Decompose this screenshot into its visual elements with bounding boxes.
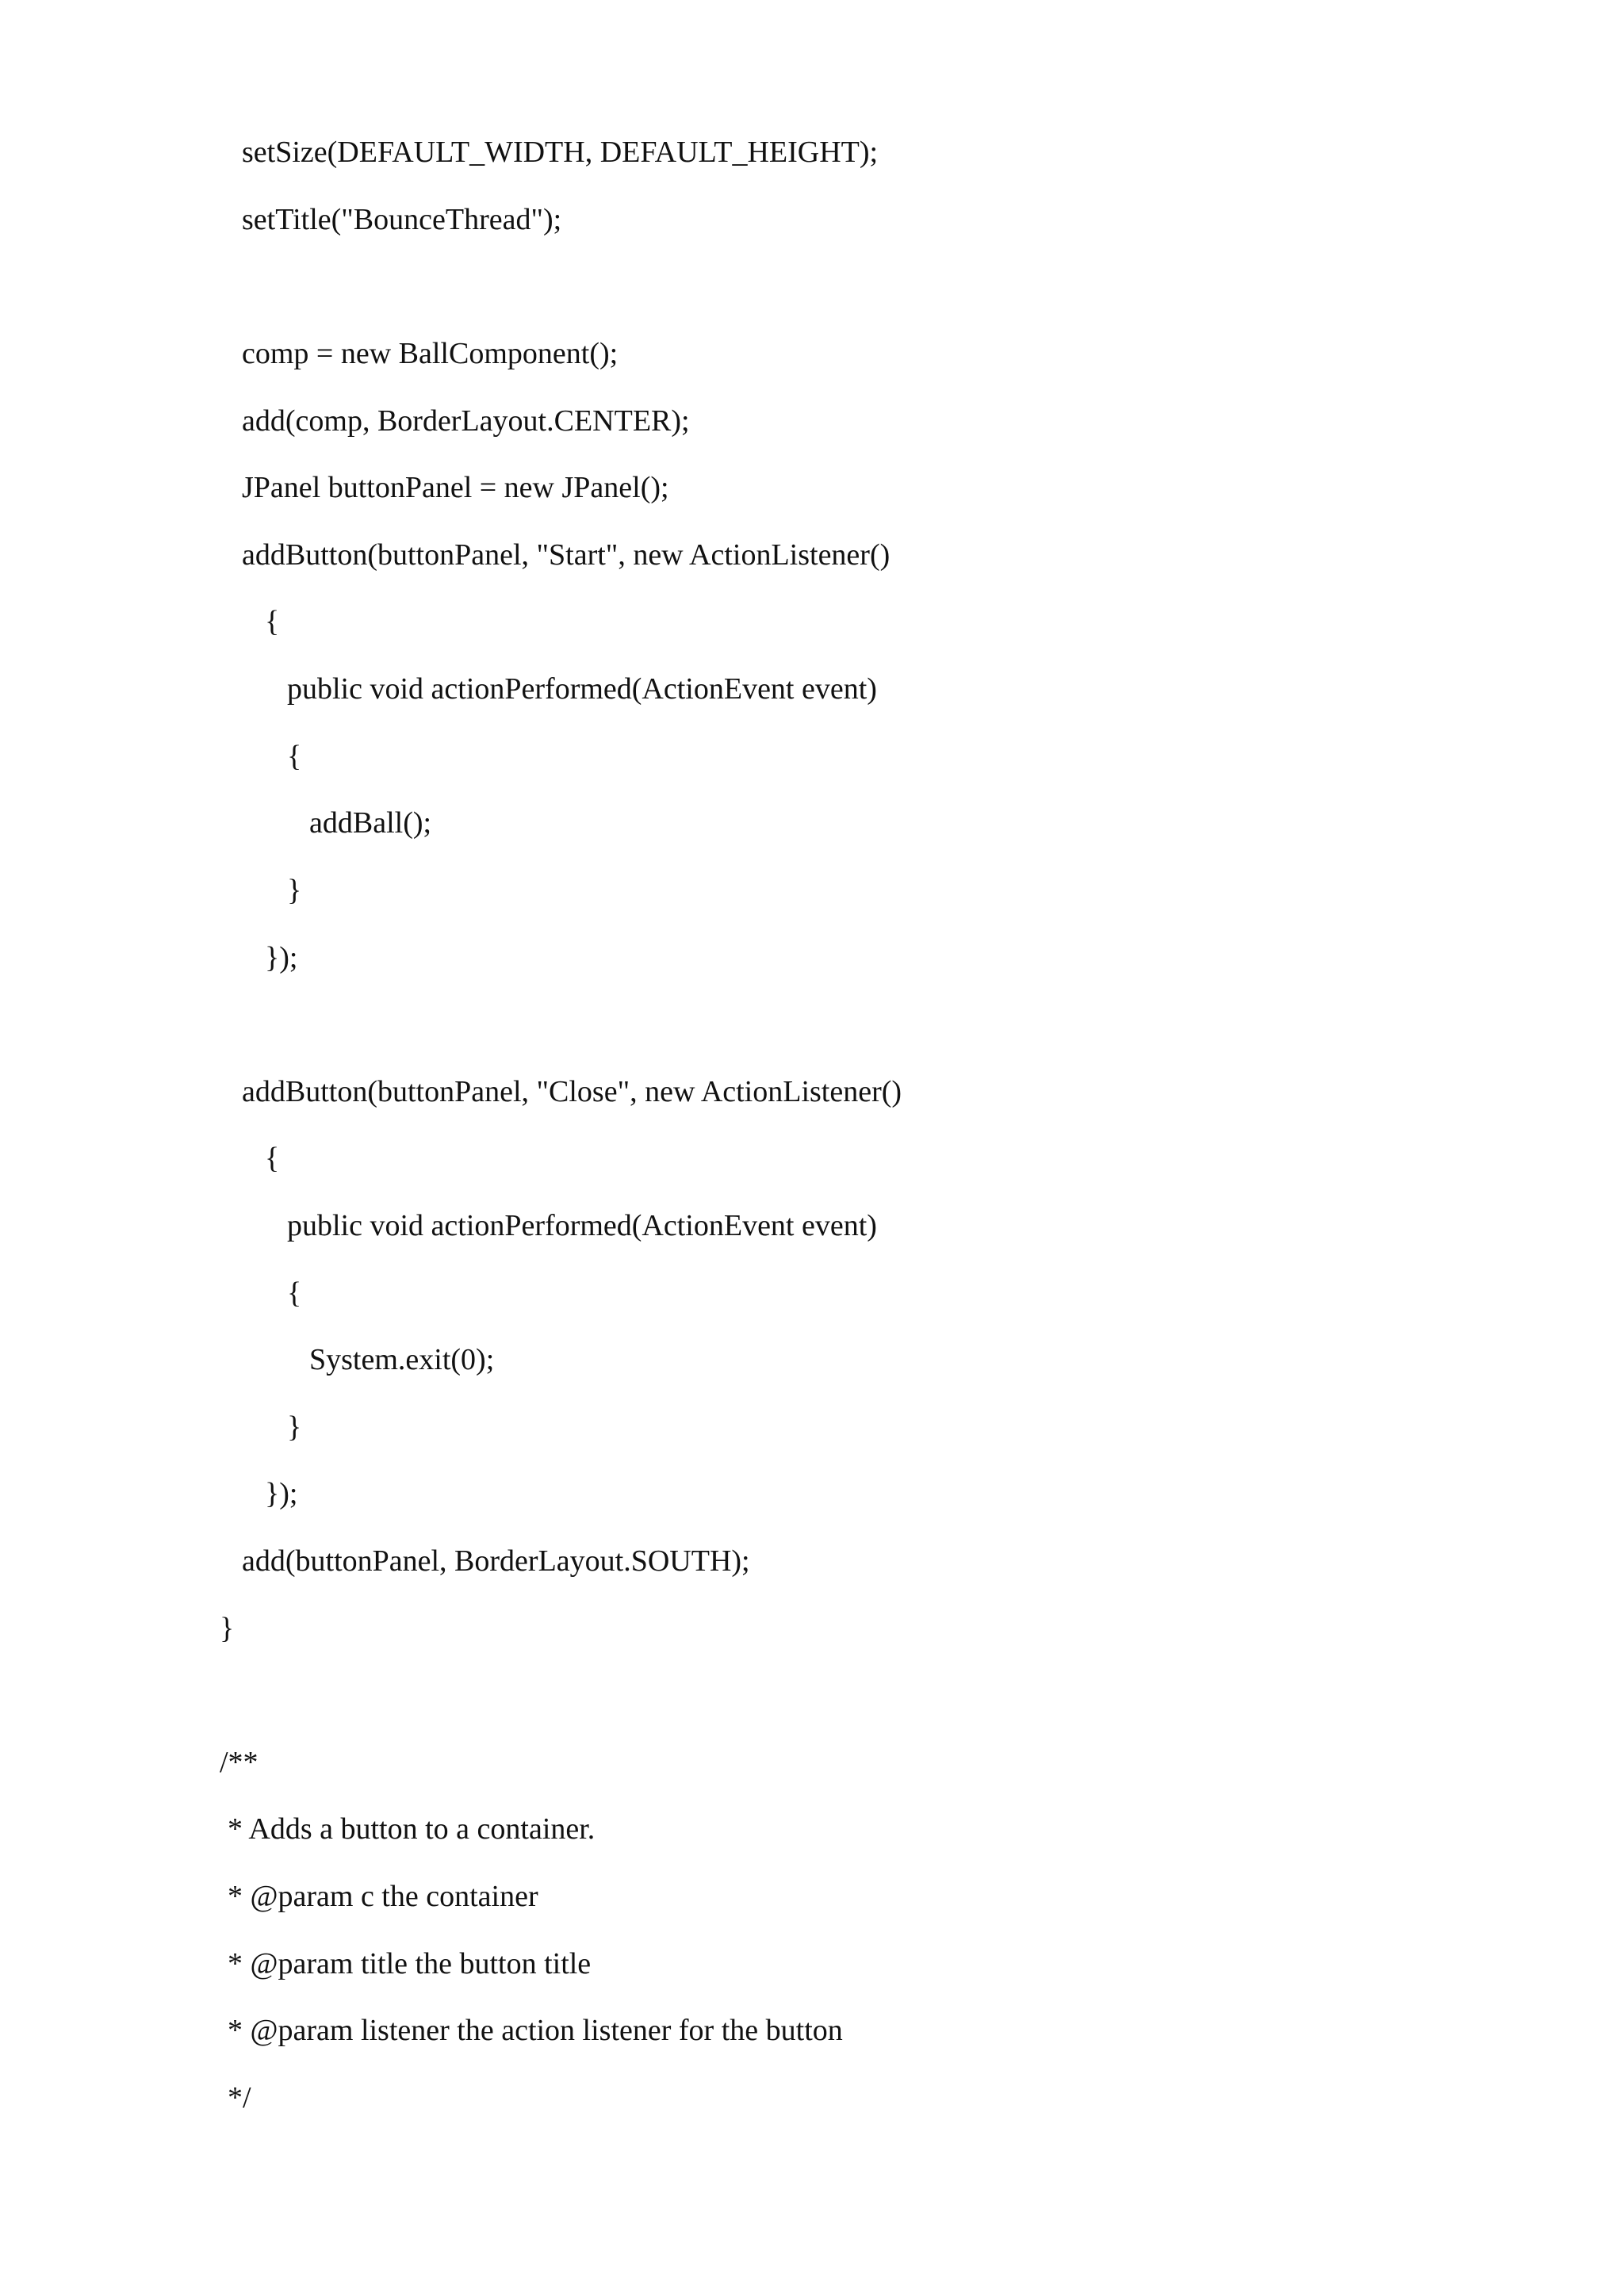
code-line: { [287, 740, 302, 773]
code-line: setTitle("BounceThread"); [242, 203, 562, 236]
code-line: }); [265, 1477, 298, 1510]
code-line: { [265, 605, 280, 638]
code-line: * @param c the container [228, 1880, 538, 1913]
code-line: } [287, 1410, 302, 1444]
code-line: addBall(); [309, 806, 432, 840]
code-line: addButton(buttonPanel, "Start", new ActionListener() [242, 538, 891, 572]
code-line: System.exit(0); [309, 1343, 495, 1376]
code-line: JPanel buttonPanel = new JPanel(); [242, 471, 669, 504]
code-line: add(comp, BorderLayout.CENTER); [242, 404, 690, 438]
code-line: add(buttonPanel, BorderLayout.SOUTH); [242, 1544, 750, 1578]
code-line: public void actionPerformed(ActionEvent event) [287, 1209, 877, 1242]
code-line: { [265, 1142, 280, 1175]
code-line: { [287, 1276, 302, 1310]
code-line: }); [265, 941, 298, 974]
code-line: * @param listener the action listener for the button [228, 2014, 843, 2047]
code-line: addButton(buttonPanel, "Close", new ActionListener() [242, 1075, 902, 1108]
code-line: } [220, 1612, 235, 1645]
code-line: */ [228, 2081, 251, 2114]
code-line: /** [220, 1746, 259, 1779]
code-line: * @param title the button title [228, 1947, 592, 1980]
code-line: comp = new BallComponent(); [242, 337, 619, 370]
code-line: } [287, 874, 302, 907]
code-line: setSize(DEFAULT_WIDTH, DEFAULT_HEIGHT); [242, 136, 879, 169]
code-line: public void actionPerformed(ActionEvent event) [287, 672, 877, 706]
code-line: * Adds a button to a container. [228, 1812, 596, 1846]
